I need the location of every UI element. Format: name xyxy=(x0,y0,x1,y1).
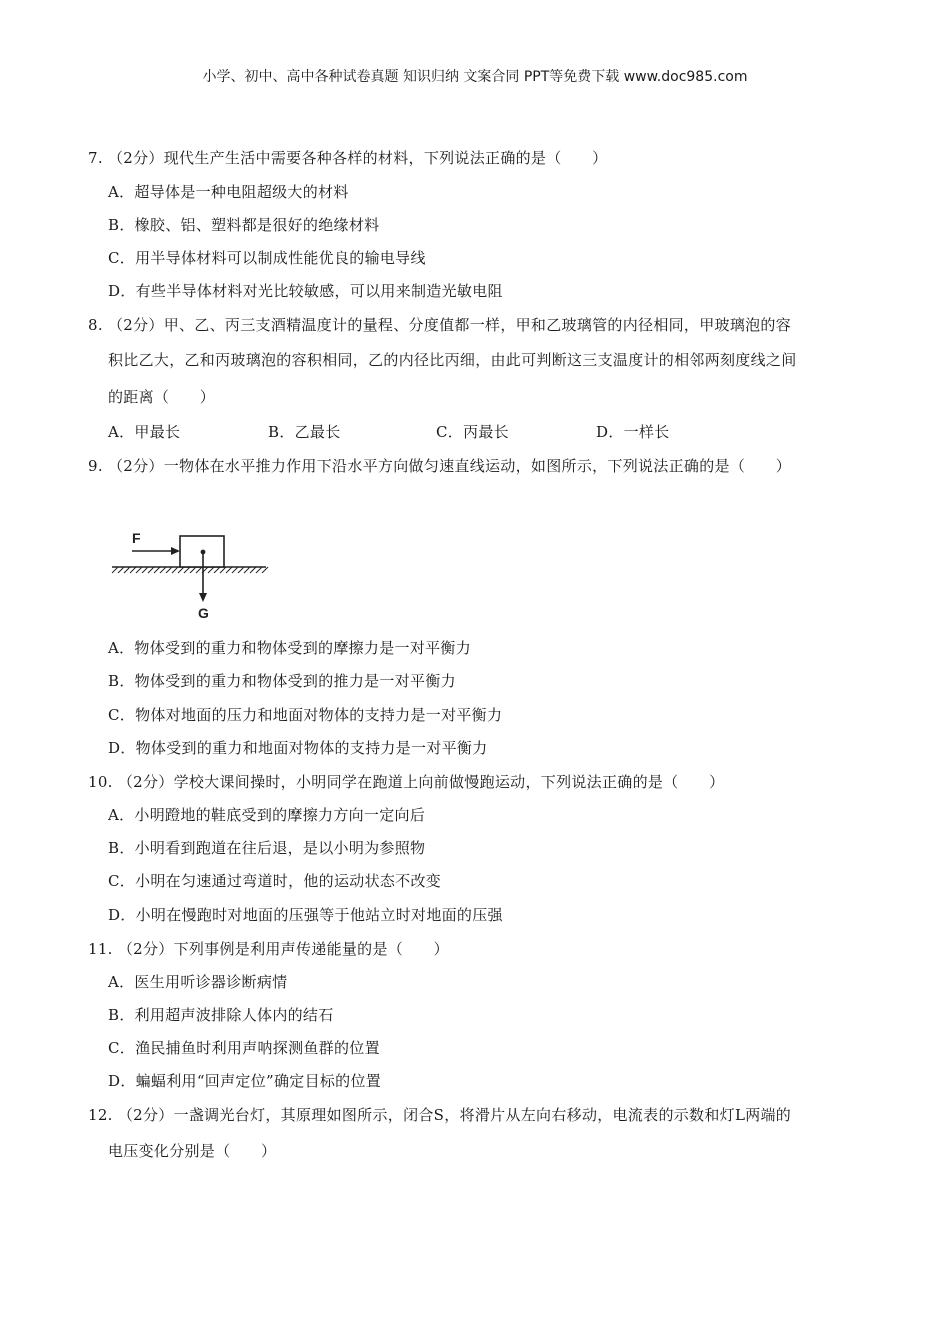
question-9-stem: 9. （2分）一物体在水平推力作用下沿水平方向做匀速直线运动，如图所示，下列说法正确的是（ ） xyxy=(88,457,792,475)
q8-option-c: C．丙最长 xyxy=(436,423,509,441)
question-12-line-1: 12. （2分）一盏调光台灯，其原理如图所示，闭合S，将滑片从左向右移动，电流表的示数和灯L两端的 xyxy=(88,1106,792,1124)
q9-option-c: C．物体对地面的压力和地面对物体的支持力是一对平衡力 xyxy=(108,706,503,724)
q9-option-b: B．物体受到的重力和物体受到的推力是一对平衡力 xyxy=(108,672,456,690)
question-8-line-3: 的距离（ ） xyxy=(108,388,216,406)
q11-option-a: A．医生用听诊器诊断病情 xyxy=(108,973,288,991)
gravity-g-arrowhead xyxy=(199,593,207,602)
q9-option-a: A．物体受到的重力和物体受到的摩擦力是一对平衡力 xyxy=(108,639,472,657)
gravity-g-label: G xyxy=(198,605,209,620)
q8-option-a: A．甲最长 xyxy=(108,423,181,441)
q10-option-c: C．小明在匀速通过弯道时，他的运动状态不改变 xyxy=(108,872,442,890)
q7-option-d: D．有些半导体材料对光比较敏感，可以用来制造光敏电阻 xyxy=(108,282,503,300)
force-f-arrowhead xyxy=(171,547,180,555)
q10-option-a: A．小明蹬地的鞋底受到的摩擦力方向一定向后 xyxy=(108,806,426,824)
q7-option-b: B．橡胶、铝、塑料都是很好的绝缘材料 xyxy=(108,216,380,234)
question-8-line-1: 8. （2分）甲、乙、丙三支酒精温度计的量程、分度值都一样，甲和乙玻璃管的内径相同，甲玻璃泡的容 xyxy=(88,316,792,334)
question-7-stem: 7. （2分）现代生产生活中需要各种各样的材料，下列说法正确的是（ ） xyxy=(88,149,608,167)
question-10-stem: 10. （2分）学校大课间操时，小明同学在跑道上向前做慢跑运动，下列说法正确的是（ ） xyxy=(88,773,725,791)
force-f-label: F xyxy=(132,530,141,546)
q7-option-c: C．用半导体材料可以制成性能优良的输电导线 xyxy=(108,249,426,267)
q9-option-d: D．物体受到的重力和地面对物体的支持力是一对平衡力 xyxy=(108,739,488,757)
q7-option-a: A．超导体是一种电阻超级大的材料 xyxy=(108,183,349,201)
q11-option-b: B．利用超声波排除人体内的结石 xyxy=(108,1006,334,1024)
q11-option-d: D．蝙蝠利用“回声定位”确定目标的位置 xyxy=(108,1072,382,1090)
ground-hatching xyxy=(112,567,268,573)
question-11-stem: 11. （2分）下列事例是利用声传递能量的是（ ） xyxy=(88,940,449,958)
q8-option-d: D．一样长 xyxy=(596,423,670,441)
q11-option-c: C．渔民捕鱼时利用声呐探测鱼群的位置 xyxy=(108,1039,380,1057)
page-header: 小学、初中、高中各种试卷真题 知识归纳 文案合同 PPT等免费下载 www.doc985.com xyxy=(202,69,748,85)
question-8-line-2: 积比乙大，乙和丙玻璃泡的容积相同，乙的内径比丙细，由此可判断这三支温度计的相邻两刻度线之间 xyxy=(108,351,797,369)
q10-option-b: B．小明看到跑道在往后退，是以小明为参照物 xyxy=(108,839,426,857)
question-12-line-2: 电压变化分别是（ ） xyxy=(108,1142,277,1160)
block-force-diagram xyxy=(108,520,278,624)
q8-option-b: B．乙最长 xyxy=(268,423,341,441)
q10-option-d: D．小明在慢跑时对地面的压强等于他站立时对地面的压强 xyxy=(108,906,503,924)
